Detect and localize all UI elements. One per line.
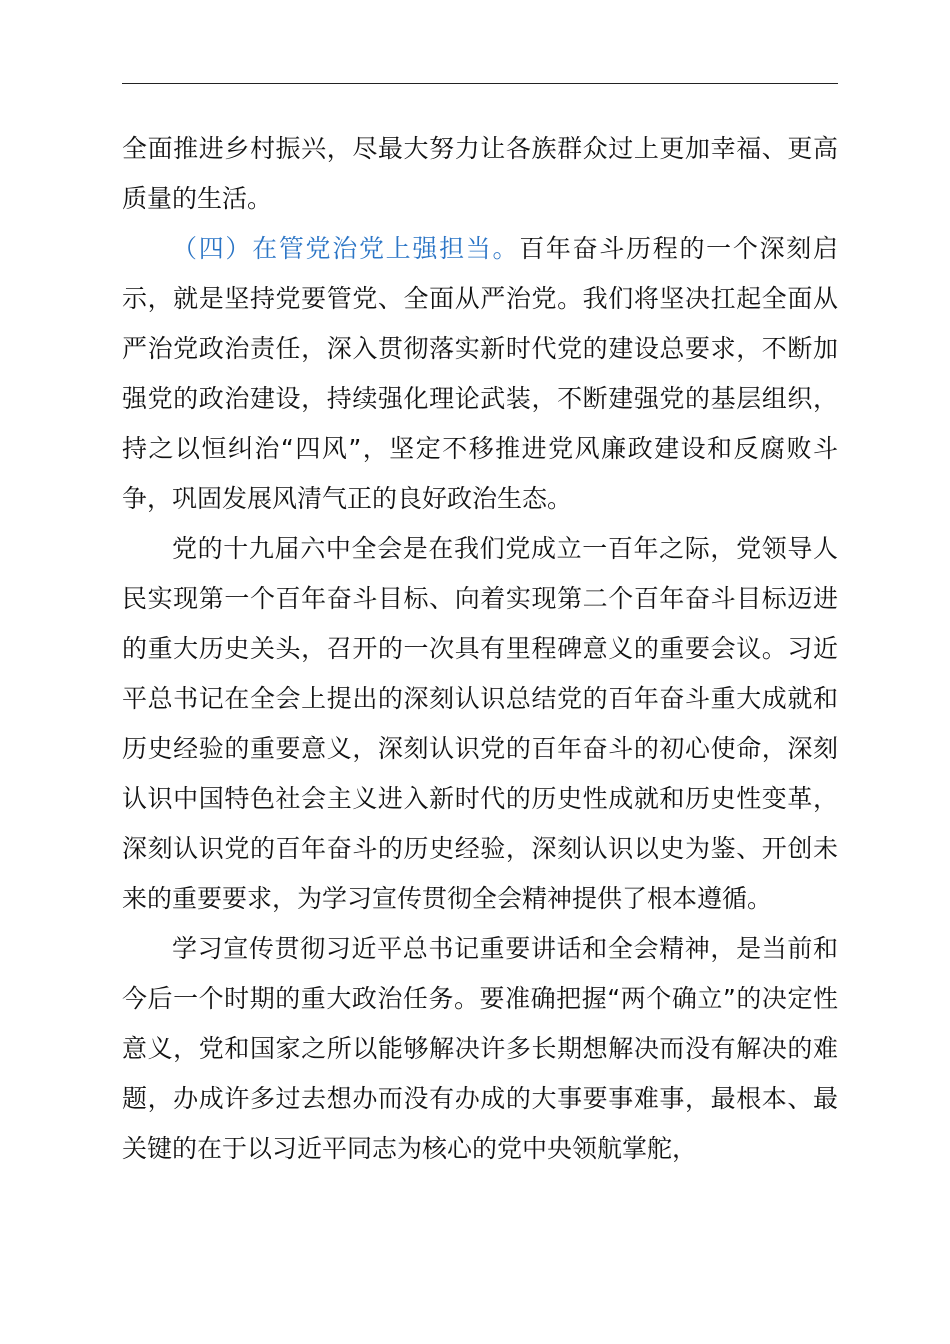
paragraph-text: 百年奋斗历程的一个深刻启示，就是坚持党要管党、全面从严治党。我们将坚决扛起全面从严治党政治责任，深入贯彻落实新时代党的建设总要求，不断加强党的政治建设，持续强化理论武装，不断建强党的基层组织，持之以恒纠治“四风”，坚定不移推进党风廉政建设和反腐败斗争，巩固发展风清气正的良好政治生态。 bbox=[122, 234, 838, 513]
header-rule bbox=[122, 83, 838, 84]
document-body bbox=[122, 124, 838, 1174]
section-heading: （四）在管党治党上强担当。 bbox=[172, 234, 520, 263]
paragraph-continuation bbox=[122, 124, 838, 224]
paragraph-study-tasks bbox=[122, 924, 838, 1174]
paragraph-text: 党的十九届六中全会是在我们党成立一百年之际，党领导人民实现第一个百年奋斗目标、向着实现第二个百年奋斗目标迈进的重大历史关头，召开的一次具有里程碑意义的重要会议。习近平总书记在全会上提出的深刻认识总结党的百年奋斗重大成就和历史经验的重要意义，深刻认识党的百年奋斗的初心使命，深刻认识中国特色社会主义进入新时代的历史性成就和历史性变革，深刻认识党的百年奋斗的历史经验，深刻认识以史为鉴、开创未来的重要要求，为学习宣传贯彻全会精神提供了根本遵循。 bbox=[122, 534, 838, 913]
paragraph-text: 全面推进乡村振兴，尽最大努力让各族群众过上更加幸福、更高质量的生活。 bbox=[122, 134, 838, 213]
paragraph-plenary-session bbox=[122, 524, 838, 924]
paragraph-section-four bbox=[122, 224, 838, 524]
paragraph-text: 学习宣传贯彻习近平总书记重要讲话和全会精神，是当前和今后一个时期的重大政治任务。要准确把握“两个确立”的决定性意义，党和国家之所以能够解决许多长期想解决而没有解决的难题，办成许多过去想办而没有办成的大事要事难事，最根本、最关键的在于以习近平同志为核心的党中央领航掌舵， bbox=[122, 934, 838, 1163]
